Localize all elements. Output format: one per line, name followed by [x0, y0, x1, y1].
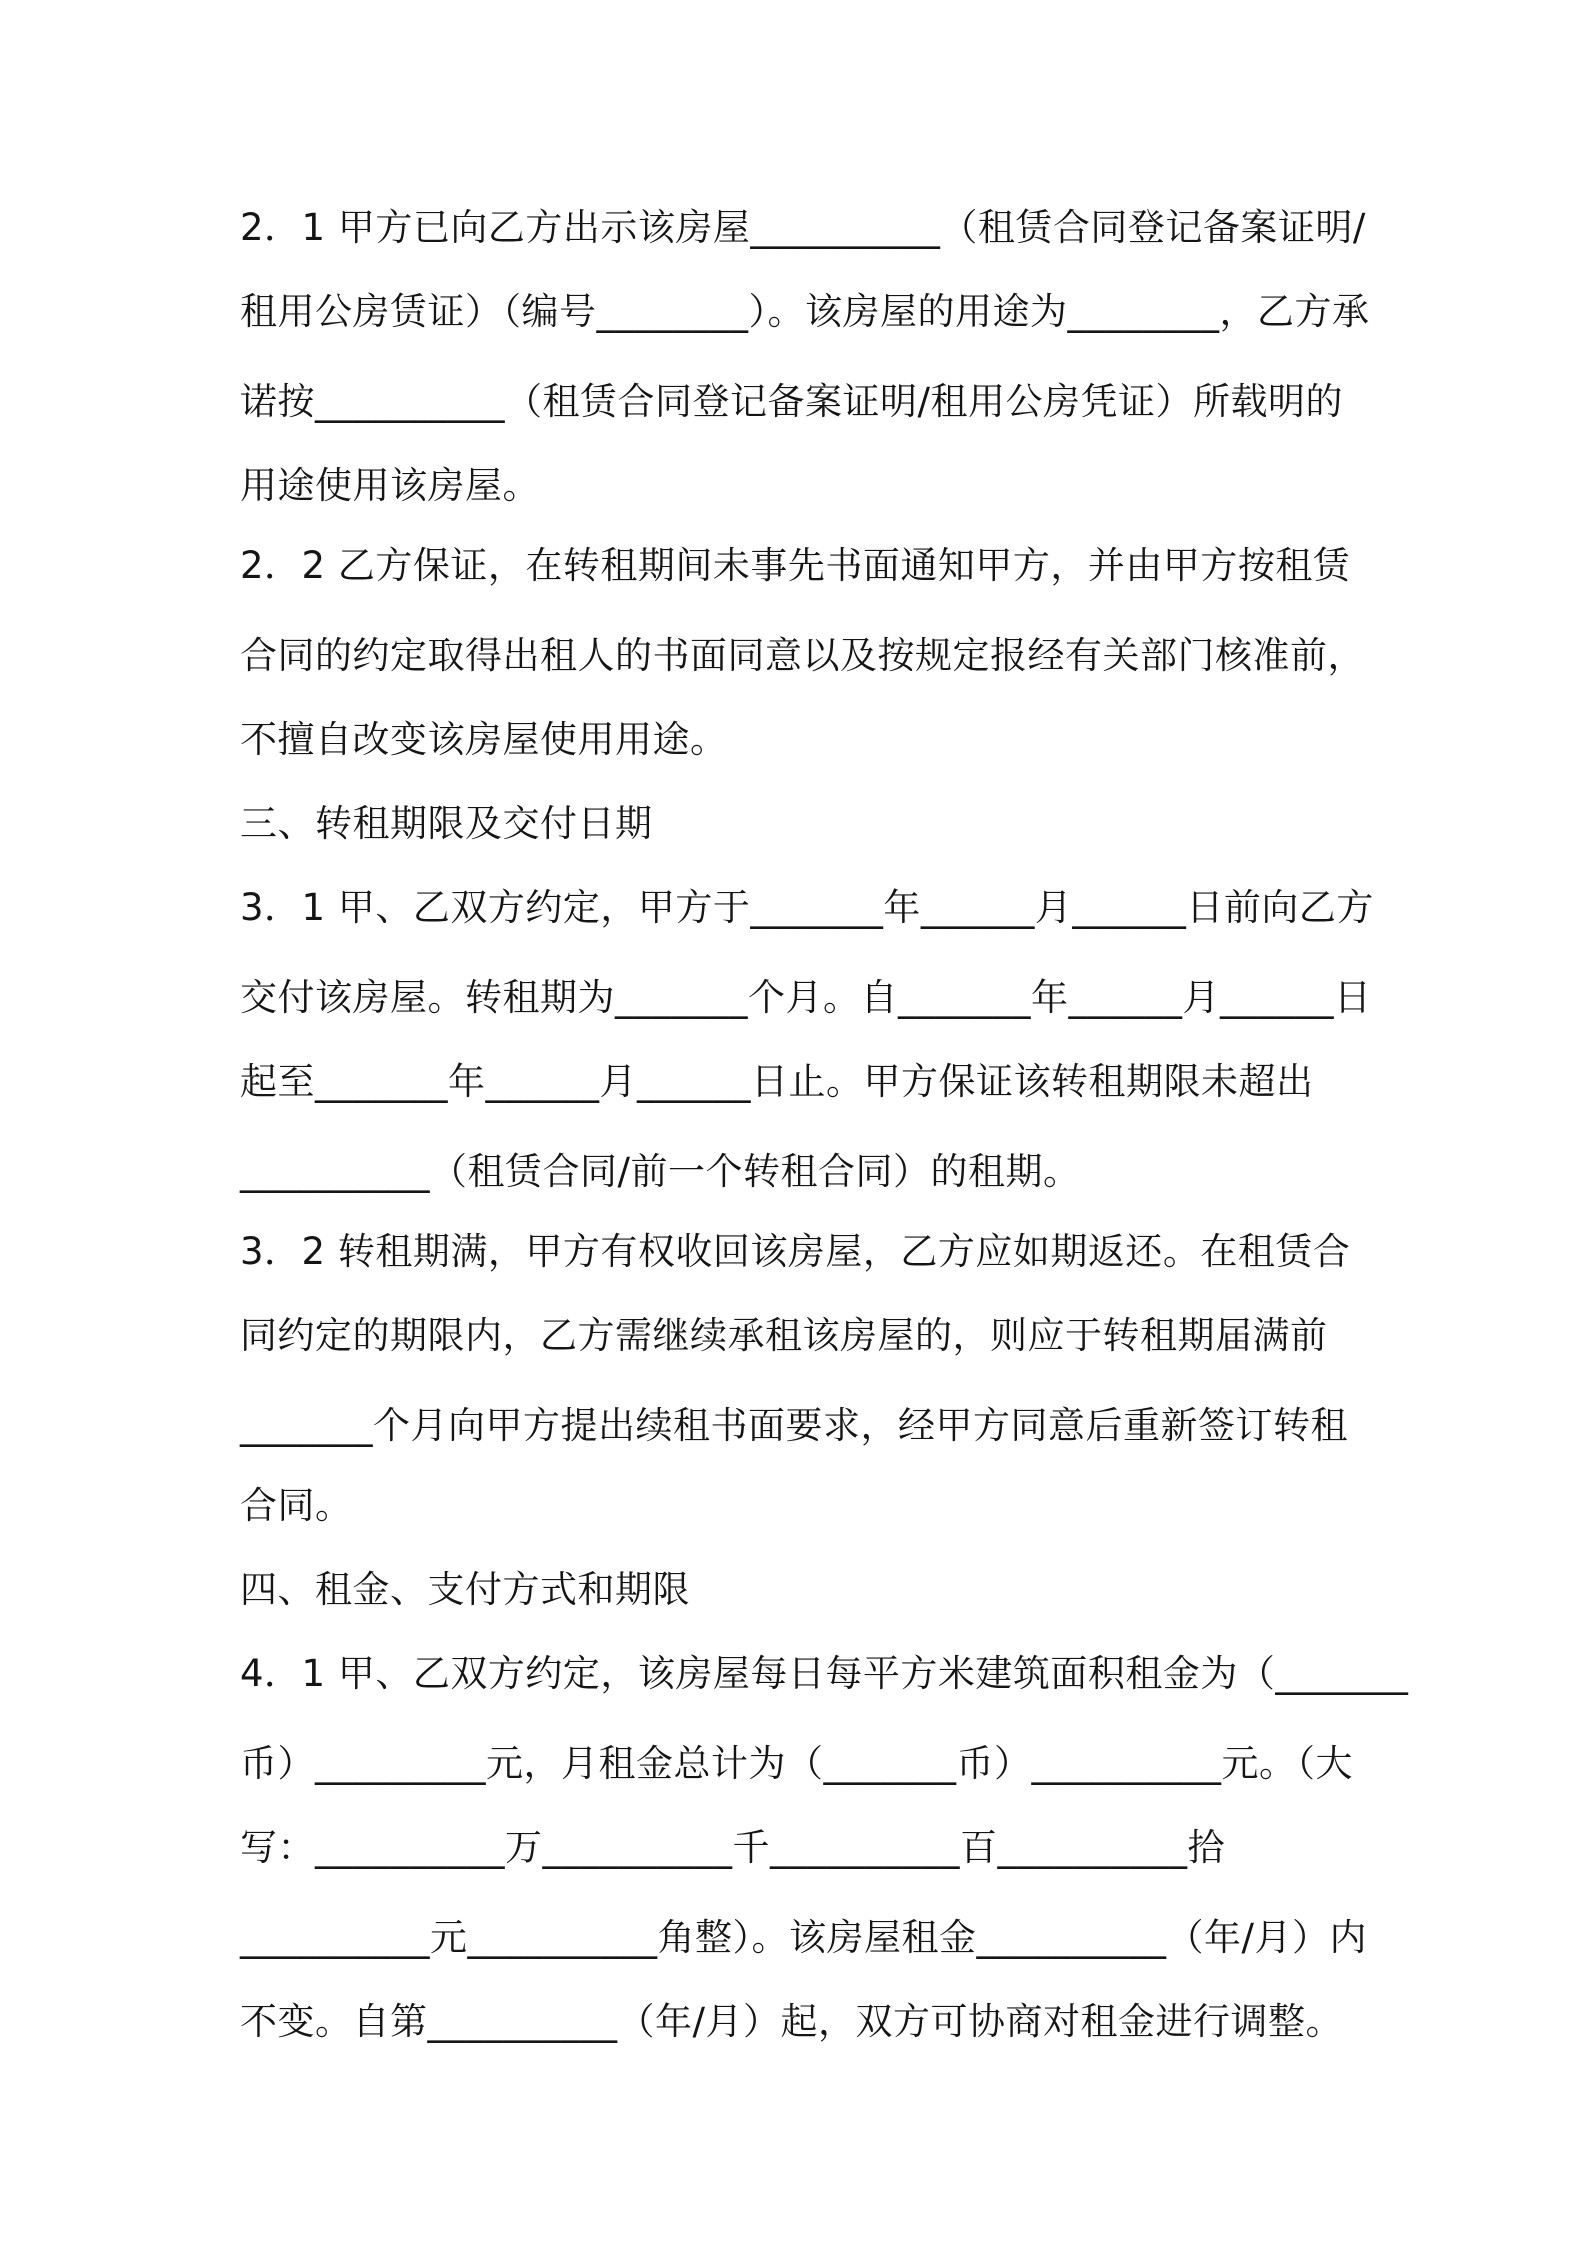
paragraph-line: 租用公房赁证）（编号________）。该房屋的用途为________，乙方承	[240, 290, 1370, 333]
paragraph-line: 2．2 乙方保证，在转租期间未事先书面通知甲方，并由甲方按租赁	[240, 544, 1351, 587]
paragraph-line: 币）_________元，月租金总计为（_______币）__________元。（大	[240, 1742, 1353, 1785]
paragraph-line: 同约定的期限内，乙方需继续承租该房屋的，则应于转租期届满前	[240, 1314, 1328, 1357]
paragraph-line: 4．1 甲、乙双方约定，该房屋每日每平方米建筑面积租金为（_______	[240, 1652, 1409, 1695]
paragraph-line: 起至_______年______月______日止。甲方保证该转租期限未超出	[240, 1060, 1314, 1103]
paragraph-line: 交付该房屋。转租期为_______个月。自_______年______月______日	[240, 976, 1372, 1019]
paragraph-line: 3．1 甲、乙双方约定，甲方于_______年______月______日前向乙方	[240, 886, 1374, 929]
section-heading: 三、转租期限及交付日期	[240, 802, 653, 845]
paragraph-line: 不擅自改变该房屋使用用途。	[240, 718, 728, 761]
paragraph-line: 用途使用该房屋。	[240, 464, 540, 507]
paragraph-line: 诺按__________（租赁合同登记备案证明/租用公房凭证）所载明的	[240, 380, 1343, 423]
paragraph-line: __________（租赁合同/前一个转租合同）的租期。	[240, 1150, 1081, 1193]
paragraph-line: 不变。自第__________（年/月）起，双方可协商对租金进行调整。	[240, 2000, 1343, 2043]
paragraph-line: 写：__________万__________千__________百__________拾	[240, 1826, 1225, 1869]
paragraph-line: 2．1 甲方已向乙方出示该房屋__________（租赁合同登记备案证明/	[240, 206, 1366, 249]
contract-text	[240, 203, 1409, 2081]
paragraph-line: _______个月向甲方提出续租书面要求，经甲方同意后重新签订转租	[240, 1404, 1348, 1447]
paragraph-line: 合同的约定取得出租人的书面同意以及按规定报经有关部门核准前，	[240, 634, 1365, 677]
paragraph-line: 3．2 转租期满，甲方有权收回该房屋，乙方应如期返还。在租赁合	[240, 1230, 1351, 1273]
section-heading: 四、租金、支付方式和期限	[240, 1568, 690, 1611]
paragraph-line: 合同。	[240, 1484, 353, 1527]
paragraph-line: __________元__________角整）。该房屋租金__________（年/月）内	[240, 1916, 1367, 1959]
